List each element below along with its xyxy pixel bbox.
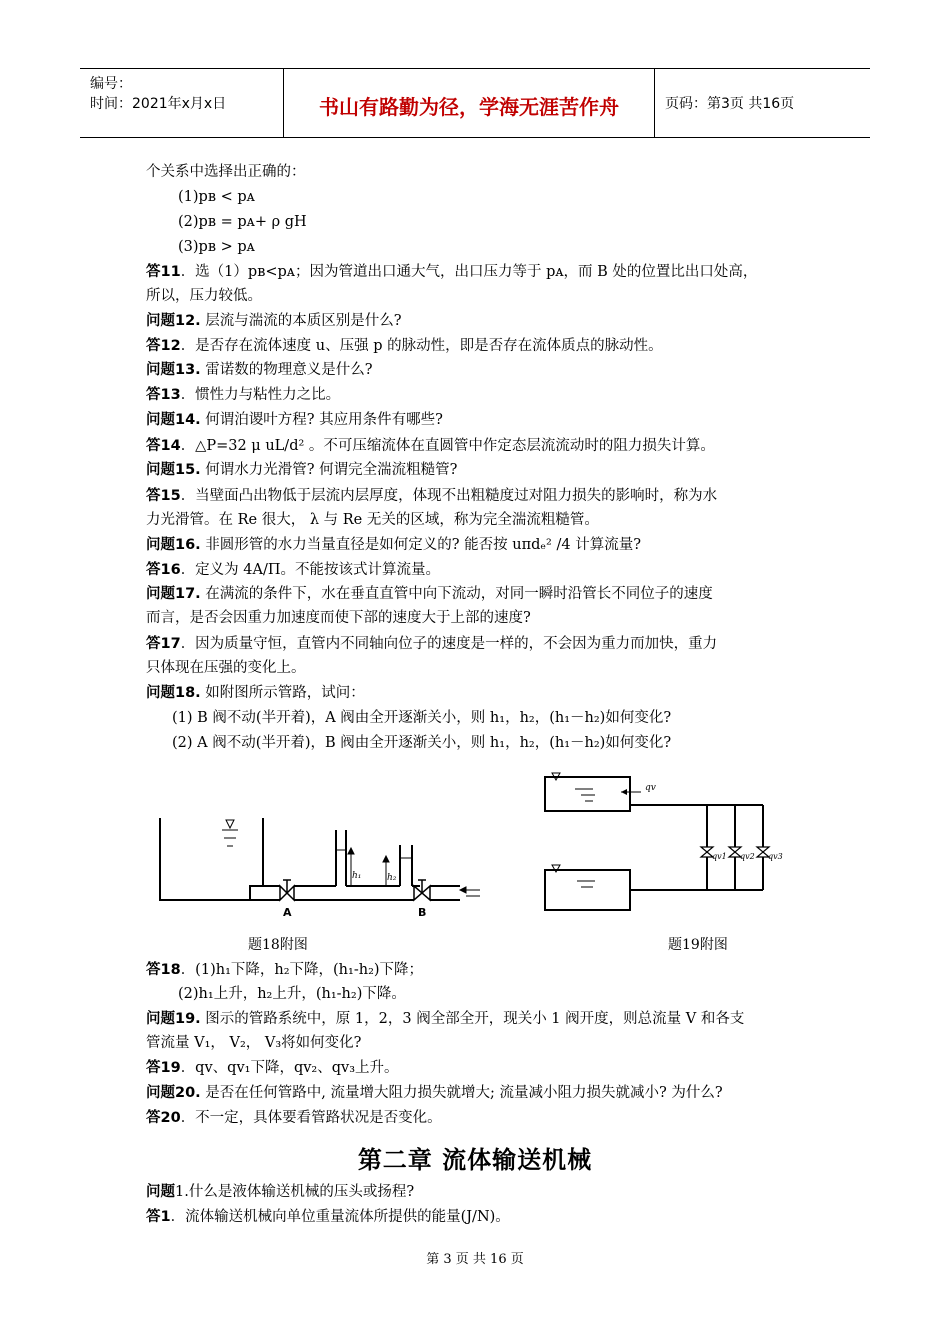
page-header [80,68,870,138]
figure-18-caption: 题18附图 [248,937,308,953]
header-meta-cell [80,69,284,137]
question-13: 问题13. 雷诺数的物理意义是什么? [146,362,373,378]
answer-12: 答12．是否存在流体速度 u、压强 p 的脉动性，即是否存在流体质点的脉动性。 [146,338,663,354]
figure-19-diagram [535,765,795,925]
answer-20: 答20．不一定，具体要看管路状况是否变化。 [146,1110,442,1126]
answer-18-cont: (2)h₁上升，h₂上升，(h₁-h₂)下降。 [178,986,406,1002]
label-qv3: qv3 [768,852,783,861]
time-label: 时间：2021年x月x日 [90,96,227,112]
question-15: 问题15. 何谓水力光滑管? 何谓完全湍流粗糙管? [146,462,458,478]
answer-15: 答15．当壁面凸出物低于层流内层厚度，体现不出粗糙度过对阻力损失的影响时，称为水 [146,488,718,504]
question-20: 问题20. 是否在任何管路中, 流量增大阻力损失就增大; 流量减小阻力损失就减小? 为什么? [146,1085,723,1101]
figure-18-diagram [150,800,520,925]
question-14: 问题14. 何谓泊谡叶方程? 其应用条件有哪些? [146,412,443,428]
chapter2-answer-1: 答1．流体输送机械向单位重量流体所提供的能量(J/N)。 [146,1209,510,1225]
motto: 书山有路勤为径，学海无涯苦作舟 [319,95,619,119]
question-18-part-1: (1) B 阀不动(半开着)，A 阀由全开逐渐关小，则 h₁，h₂，(h₁－h₂)如何变化? [172,710,672,726]
serial-label: 编号： [90,76,132,92]
label-valve-a: A [283,906,292,919]
answer-14: 答14．△P=32 μ uL/d² 。不可压缩流体在直圆管中作定态层流流动时的阻力损失计算。 [146,438,715,454]
question-17: 问题17. 在满流的条件下，水在垂直直管中向下流动，对同一瞬时沿管长不同位子的速度 [146,586,713,602]
header-motto-cell [284,69,655,137]
text-line: 个关系中选择出正确的： [146,164,306,180]
header-page-cell [655,69,870,137]
label-qv: qv [645,783,656,793]
page-footer: 第 3 页 共 16 页 [426,1252,524,1267]
chapter2-question-1: 问题1.什么是液体输送机械的压头或扬程? [146,1184,415,1200]
option-1: (1)pʙ < pᴀ [178,189,255,205]
label-h1: h₁ [352,871,362,881]
figure-19-caption: 题19附图 [668,937,728,953]
label-qv1: qv1 [712,852,727,861]
answer-15-cont: 力光滑管。在 Re 很大， λ 与 Re 无关的区域，称为完全湍流粗糙管。 [146,512,599,528]
label-valve-b: B [418,906,427,919]
question-16: 问题16. 非圆形管的水力当量直径是如何定义的? 能否按 uπdₑ² /4 计算流量? [146,537,641,553]
answer-18: 答18．(1)h₁下降，h₂下降，(h₁-h₂)下降； [146,962,424,978]
answer-13: 答13．惯性力与粘性力之比。 [146,387,341,403]
question-18-part-2: (2) A 阀不动(半开着)，B 阀由全开逐渐关小，则 h₁，h₂，(h₁－h₂)如何变化? [172,735,672,751]
question-19-cont: 管流量 V₁， V₂， V₃将如何变化? [146,1035,362,1051]
option-2: (2)pʙ = pᴀ+ ρ gH [178,214,307,230]
answer-17: 答17．因为质量守恒，直管内不同轴向位子的速度是一样的，不会因为重力而加快，重力 [146,636,718,652]
answer-16: 答16．定义为 4A/Π。不能按该式计算流量。 [146,562,441,578]
question-19: 问题19. 图示的管路系统中，原 1，2，3 阀全部全开，现关小 1 阀开度，则总流量 V 和各支 [146,1011,745,1027]
option-3: (3)pʙ > pᴀ [178,239,255,255]
answer-11-cont: 所以，压力较低。 [146,288,262,304]
question-18: 问题18. 如附图所示管路，试问： [146,685,365,701]
label-qv2: qv2 [740,852,755,861]
label-h2: h₂ [387,873,397,883]
chapter-title: 第二章 流体输送机械 [357,1146,593,1174]
answer-17-cont: 只体现在压强的变化上。 [146,660,306,676]
answer-11: 答11．选（1）pʙ<pᴀ；因为管道出口通大气，出口压力等于 pᴀ，而 B 处的位置比出口处高， [146,264,758,280]
question-17-cont: 而言，是否会因重力加速度而使下部的速度大于上部的速度? [146,610,531,626]
page-info: 页码：第3页 共16页 [665,96,795,112]
question-12: 问题12. 层流与湍流的本质区别是什么? [146,313,402,329]
answer-19: 答19．qᴠ、qᴠ₁下降，qᴠ₂、qᴠ₃上升。 [146,1060,399,1076]
